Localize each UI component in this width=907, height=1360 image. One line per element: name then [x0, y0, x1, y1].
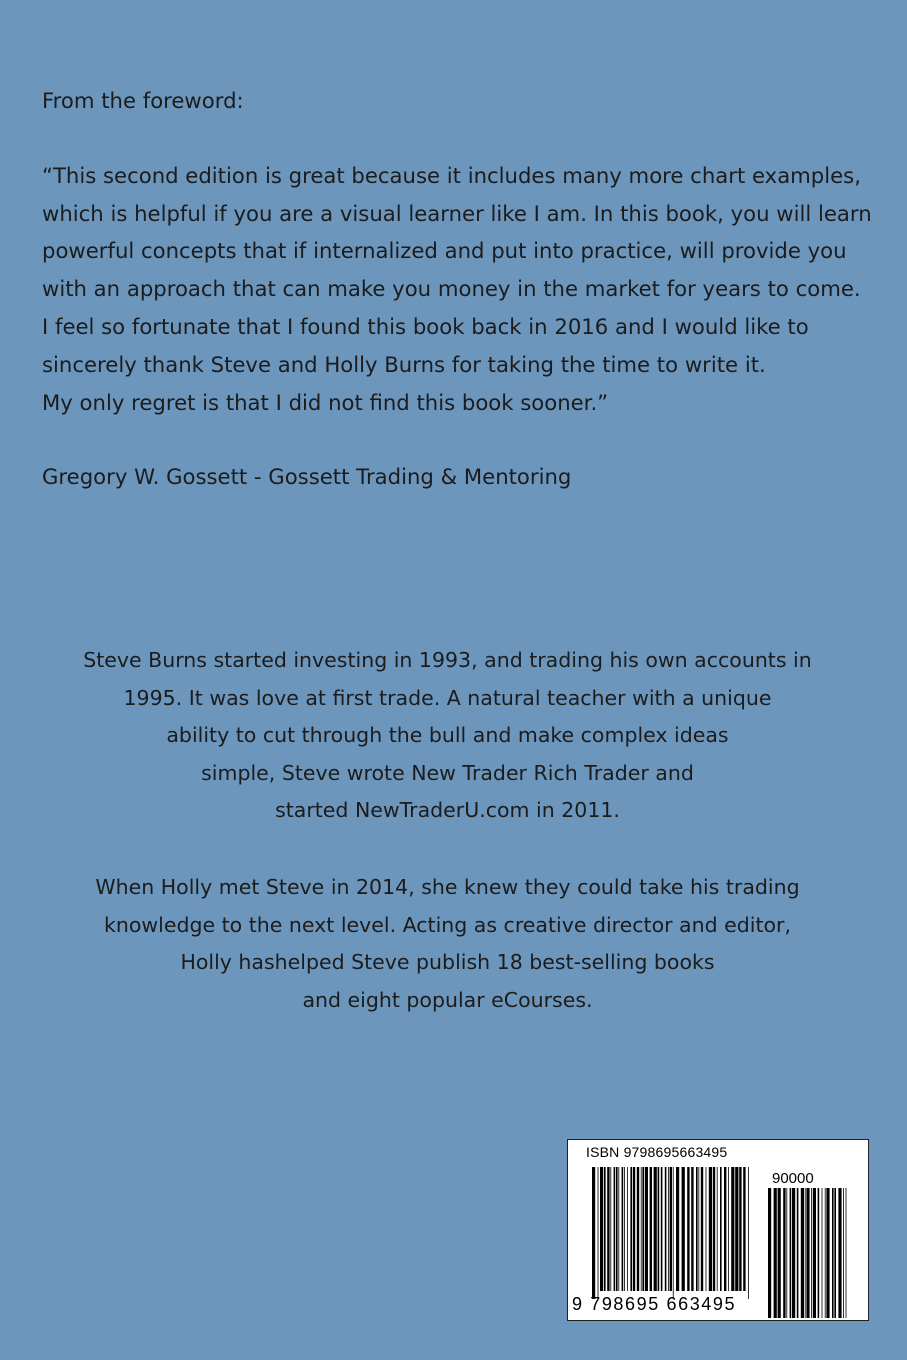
barcode-bar: [665, 1167, 667, 1291]
bio-line: ability to cut through the bull and make complex ideas: [166, 723, 729, 748]
barcode-bar: [622, 1167, 624, 1291]
barcode-bar: [654, 1167, 657, 1291]
bio-line: When Holly met Steve in 2014, she knew they could take his trading: [95, 875, 800, 899]
barcode-bar: [616, 1167, 618, 1291]
barcode-bar: [637, 1167, 639, 1291]
barcode-bar: [783, 1188, 785, 1318]
barcode-bar: [811, 1188, 812, 1318]
barcode-bar: [706, 1167, 707, 1291]
bio-line: and eight popular eCourses.: [302, 987, 593, 1012]
barcode-bar: [610, 1167, 611, 1291]
barcode-bar: [627, 1167, 628, 1291]
barcode-bar: [748, 1167, 749, 1299]
quote-line: I feel so fortunate that I found this book back in 2016 and I would like to: [42, 313, 809, 339]
barcode-bar: [832, 1188, 834, 1318]
foreword-quote: [42, 157, 882, 422]
quote-line: “This second edition is great because it includes many more chart examples,: [42, 162, 861, 188]
barcode-bar: [687, 1167, 689, 1291]
barcode-bar: [676, 1167, 679, 1291]
barcode-bar: [713, 1167, 715, 1291]
bio-line: 1995. It was love at first trade. A natural teacher with a unique: [123, 685, 772, 710]
quote-line: with an approach that can make you money in the market for years to come.: [42, 276, 861, 302]
barcode-bar: [661, 1167, 663, 1291]
barcode-bar: [668, 1167, 669, 1291]
barcode-bar: [822, 1188, 823, 1318]
barcode-bar: [792, 1188, 795, 1318]
barcode-bar: [598, 1167, 599, 1299]
barcode-bar: [813, 1188, 816, 1318]
barcode-bar: [592, 1167, 595, 1299]
barcode-bar: [724, 1167, 726, 1291]
barcode-bar: [843, 1188, 844, 1318]
bio-line: Steve Burns started investing in 1993, and trading his own accounts in: [83, 648, 812, 672]
barcode-bar: [630, 1167, 632, 1291]
barcode-bar: [825, 1188, 826, 1318]
quote-line: which is helpful if you are a visual learner like I am. In this book, you will learn: [42, 200, 872, 226]
barcode-bar: [673, 1167, 674, 1299]
barcode-bar: [641, 1167, 642, 1291]
barcode-bar: [624, 1167, 625, 1291]
barcode-bar: [805, 1188, 806, 1318]
bio-line: knowledge to the next level. Acting as creative director and editor,: [104, 912, 791, 937]
barcode-bar: [701, 1167, 703, 1291]
barcode-bar: [633, 1167, 635, 1291]
bio-line: simple, Steve wrote New Trader Rich Trader and: [201, 760, 694, 785]
barcode-bar: [645, 1167, 648, 1291]
barcode-bar: [818, 1188, 820, 1318]
barcode-bar: [614, 1167, 616, 1291]
barcode-bar: [709, 1167, 712, 1291]
quote-line: sincerely thank Steve and Holly Burns for taking the time to write it.: [42, 351, 766, 377]
barcode-bar: [698, 1167, 699, 1291]
quote-line: powerful concepts that if internalized and put into practice, will provide you: [42, 238, 847, 264]
barcode-bar: [826, 1188, 829, 1318]
barcode-bar: [743, 1167, 745, 1291]
barcode-bar: [717, 1167, 718, 1291]
isbn-barcode: [567, 1139, 869, 1321]
bio-line: Holly hashelped Steve publish 18 best-selling books: [180, 950, 715, 975]
barcode-bar: [774, 1188, 777, 1318]
barcode-bar: [642, 1167, 644, 1291]
barcode-bar: [790, 1188, 792, 1318]
barcode-bar: [801, 1188, 804, 1318]
barcode-bar: [806, 1188, 809, 1318]
isbn-digits: 9 798695 663495: [572, 1294, 737, 1314]
barcode-bar: [682, 1167, 685, 1291]
barcode-bar: [691, 1167, 693, 1291]
barcode-bar: [604, 1167, 606, 1291]
barcode-bar: [607, 1167, 609, 1291]
barcode-bar: [846, 1188, 847, 1318]
barcode-bar: [739, 1167, 741, 1291]
barcode-bar: [600, 1167, 603, 1291]
barcode-bar: [797, 1188, 799, 1318]
barcode-bar: [768, 1188, 771, 1318]
foreword-attribution: Gregory W. Gossett - Gossett Trading & Mentoring: [42, 464, 572, 490]
foreword-section: [42, 82, 882, 496]
bio-line: started NewTraderU.com in 2011.: [275, 798, 620, 823]
barcode-bar: [731, 1167, 734, 1291]
barcode-bar: [838, 1188, 841, 1318]
quote-line: My only regret is that I did not find this book sooner.”: [42, 389, 609, 415]
isbn-label: ISBN 9798695663495: [586, 1144, 728, 1160]
steve-bio: [0, 642, 901, 830]
barcode-bar: [658, 1167, 660, 1291]
barcode-bar: [834, 1188, 836, 1318]
barcode-bar: [735, 1167, 738, 1291]
barcode-bar: [728, 1167, 729, 1291]
barcode-bars-addon: [768, 1188, 850, 1318]
foreword-heading: From the foreword:: [42, 88, 244, 113]
barcode-bar: [778, 1188, 781, 1318]
barcode-bar: [670, 1167, 672, 1291]
price-code: 90000: [772, 1170, 814, 1187]
barcode-bar: [696, 1167, 698, 1291]
barcode-bar: [650, 1167, 652, 1291]
barcode-bars-main: [592, 1167, 752, 1299]
barcode-bar: [786, 1188, 787, 1318]
barcode-bar: [720, 1167, 722, 1291]
holly-bio: [0, 869, 901, 1019]
barcode-bar: [618, 1167, 619, 1291]
